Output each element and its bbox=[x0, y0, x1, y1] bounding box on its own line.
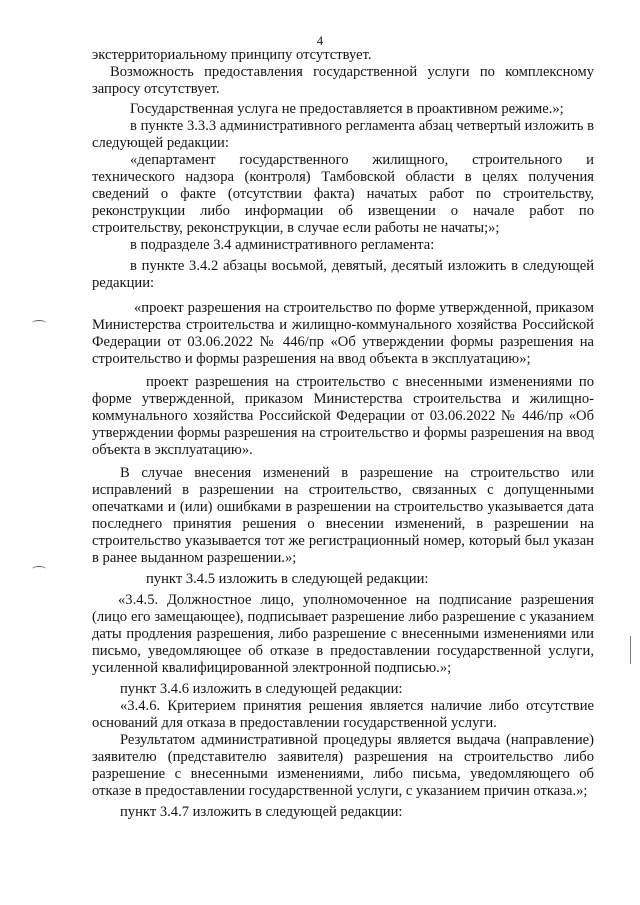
paragraph: в подразделе 3.4 административного регламента: bbox=[130, 237, 435, 253]
scan-mark bbox=[630, 636, 631, 664]
paragraph: Результатом административной процедуры является выдача (направление) заявителю (представителю заявителя) разрешения на строительство либо разрешение с внесенными изменениями, либо письма, уведомляющего об отказе в предоставлении государственной услуги, с указанием причин отказа.»; bbox=[92, 732, 594, 799]
paragraph: Государственная услуга не предоставляется в проактивном режиме.»; bbox=[130, 101, 564, 117]
paragraph: «3.4.5. Должностное лицо, уполномоченное на подписание разрешения (лицо его замещающее), подписывает разрешение либо разрешение с указанием даты продления разрешения, либо разрешение с внесенными изменениями или письмо, уведомляющее об отказе в предоставлении государственной услуги, усиленной квалифицированной электронной подписью.»; bbox=[92, 592, 594, 676]
paragraph: в пункте 3.4.2 абзацы восьмой, девятый, десятый изложить в следующей редакции: bbox=[92, 258, 594, 291]
paragraph: «3.4.6. Критерием принятия решения является наличие либо отсутствие оснований для отказа в предоставлении государственной услуги. bbox=[92, 698, 594, 731]
document-body bbox=[92, 47, 594, 821]
paragraph: пункт 3.4.6 изложить в следующей редакции: bbox=[120, 681, 403, 697]
page-number: 4 bbox=[316, 34, 324, 48]
paragraph: проект разрешения на строительство с внесенными изменениями по форме утвержденной, приказом Министерства строительства и жилищно-коммунального хозяйства Российской Федерации от 03.06.2022 № 446/пр «Об утверждении формы разрешения на строительство и формы разрешения на ввод объекта в эксплуатацию». bbox=[92, 374, 594, 458]
paragraph: Возможность предоставления государственной услуги по комплексному запросу отсутствует. bbox=[92, 64, 594, 97]
paragraph: «департамент государственного жилищного, строительного и технического надзора (контроля) Тамбовской области в целях получения сведений о факте (отсутствии факта) начатых работ по строительству, реконструкции либо информации об извещении о начале работ по строительству, реконструкции, в случае если работы не начаты;»; bbox=[92, 152, 594, 236]
paragraph: в пункте 3.3.3 административного регламента абзац четвертый изложить в следующей редакции: bbox=[92, 118, 594, 151]
scan-mark bbox=[32, 566, 46, 572]
scan-mark bbox=[32, 320, 46, 326]
paragraph: пункт 3.4.7 изложить в следующей редакции: bbox=[120, 804, 403, 820]
paragraph: пункт 3.4.5 изложить в следующей редакции: bbox=[146, 571, 429, 587]
paragraph: экстерриториальному принципу отсутствует. bbox=[92, 47, 372, 63]
paragraph: «проект разрешения на строительство по форме утвержденной, приказом Министерства строительства и жилищно-коммунального хозяйства Российской Федерации от 03.06.2022 № 446/пр «Об утверждении формы разрешения на строительство и формы разрешения на ввод объекта в эксплуатацию»; bbox=[92, 300, 594, 367]
paragraph: В случае внесения изменений в разрешение на строительство или исправлений в разрешении на строительство, связанных с допущенными опечатками и (или) ошибками в разрешении на строительство указывается дата последнего принятия решения о внесении изменений, в разрешении на строительство указывается тот же регистрационный номер, который был указан в ранее выданном разрешении.»; bbox=[92, 465, 594, 566]
